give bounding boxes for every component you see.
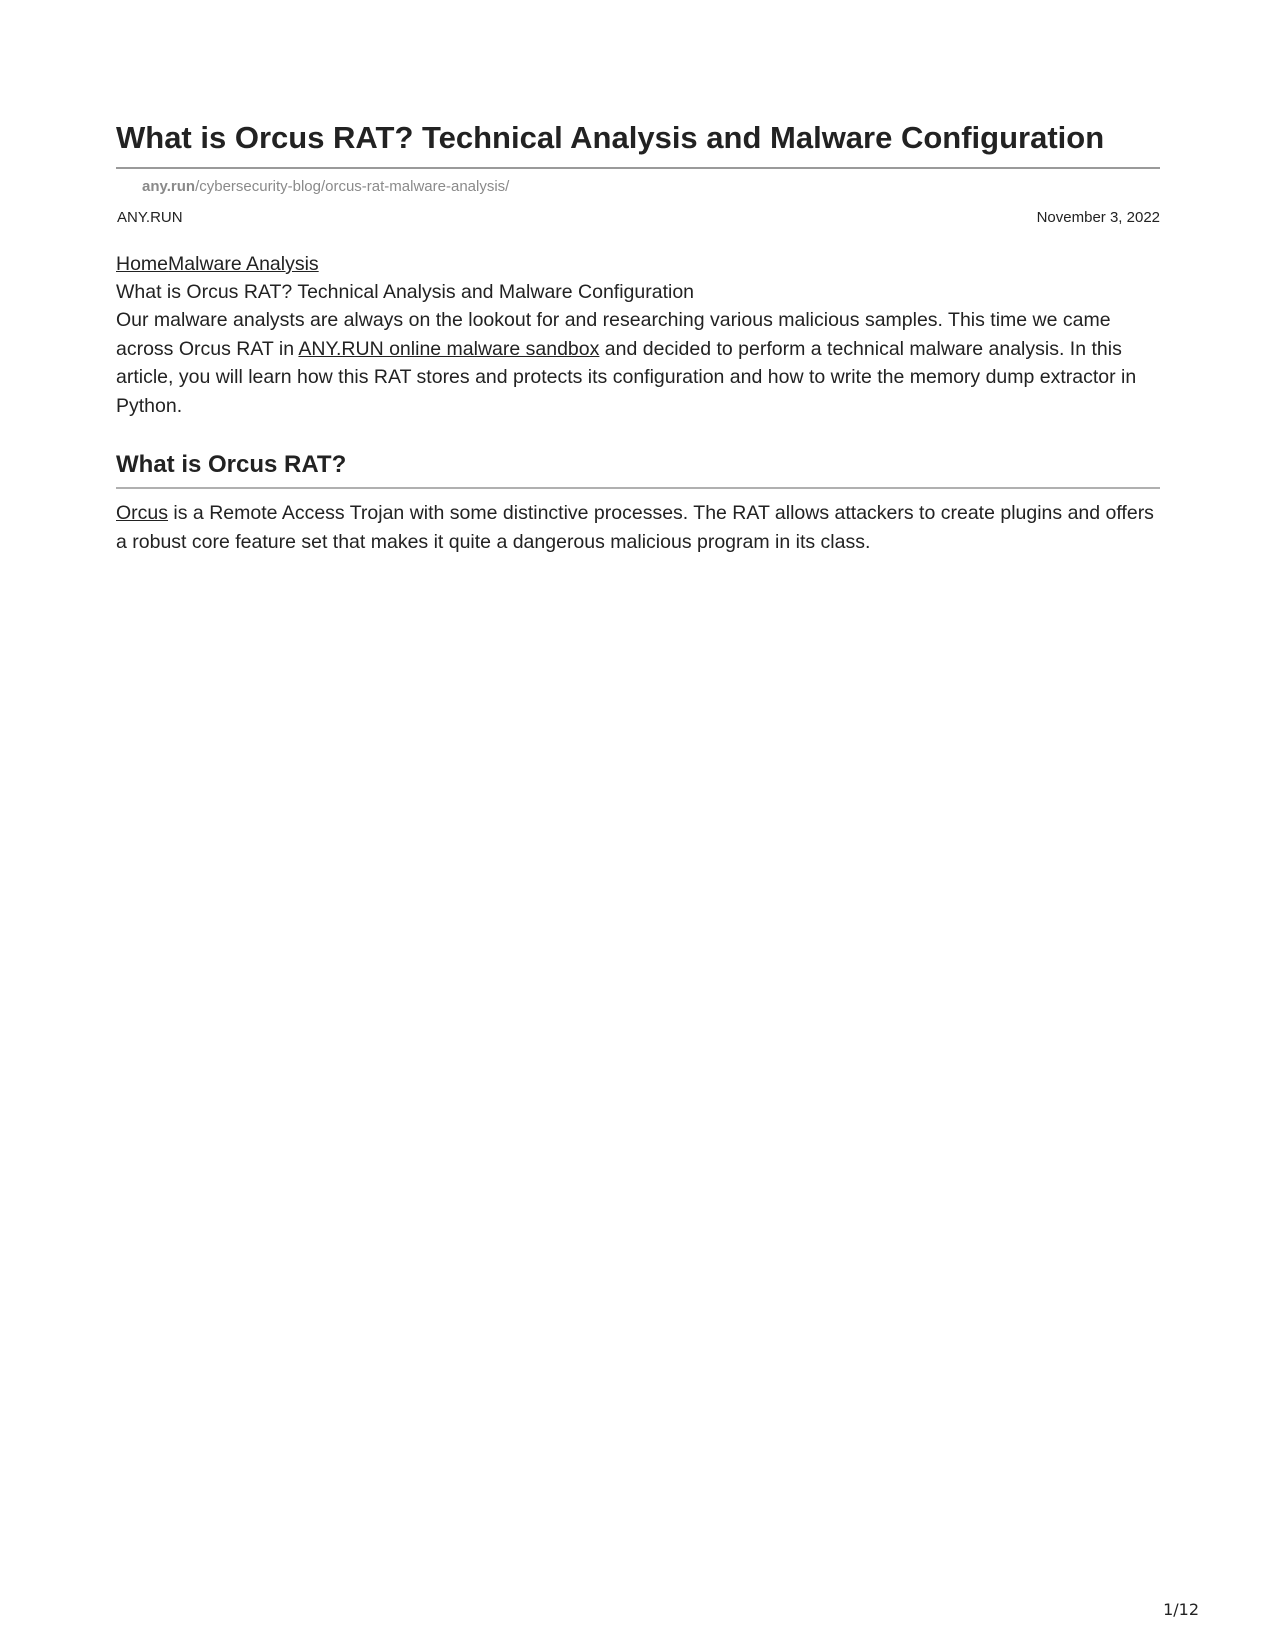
article-page <box>116 118 1160 556</box>
sandbox-link[interactable]: ANY.RUN online malware sandbox <box>298 337 600 360</box>
breadcrumb <box>116 250 1160 278</box>
publish-date: November 3, 2022 <box>1036 209 1160 226</box>
page-number: 1/12 <box>1163 1600 1199 1619</box>
source-domain: any.run <box>142 178 196 195</box>
source-url <box>142 178 1160 196</box>
title-divider <box>116 167 1160 169</box>
intro-text-end: and decided to perform a technical malware analysis. In this article, you will learn how this RAT stores and protects its configuration and how to write the memory dump extractor in Python. <box>116 337 1137 417</box>
section-paragraph <box>116 499 1160 556</box>
intro-text-start: Our malware analysts are always on the lookout for and researching various malicious samples. This time we came across Orcus RAT in <box>116 309 1111 360</box>
section-text: is a Remote Access Trojan with some distinctive processes. The RAT allows attackers to create plugins and offers a robust core feature set that makes it quite a dangerous malicious program in its class. <box>116 502 1154 553</box>
section-heading: What is Orcus RAT? <box>116 451 347 478</box>
breadcrumb-home-link[interactable]: Home <box>116 253 169 275</box>
orcus-link[interactable]: Orcus <box>116 502 169 524</box>
section-divider <box>116 487 1160 489</box>
article-meta <box>116 209 1160 227</box>
page-title: What is Orcus RAT? Technical Analysis and Malware Configuration <box>116 120 1105 155</box>
author: ANY.RUN <box>117 209 183 226</box>
breadcrumb-category-link[interactable]: Malware Analysis <box>168 253 319 275</box>
intro-paragraph <box>116 306 1160 420</box>
source-path: /cybersecurity-blog/orcus-rat-malware-analysis/ <box>195 178 510 195</box>
article-subtitle: What is Orcus RAT? Technical Analysis and Malware Configuration <box>116 281 695 303</box>
